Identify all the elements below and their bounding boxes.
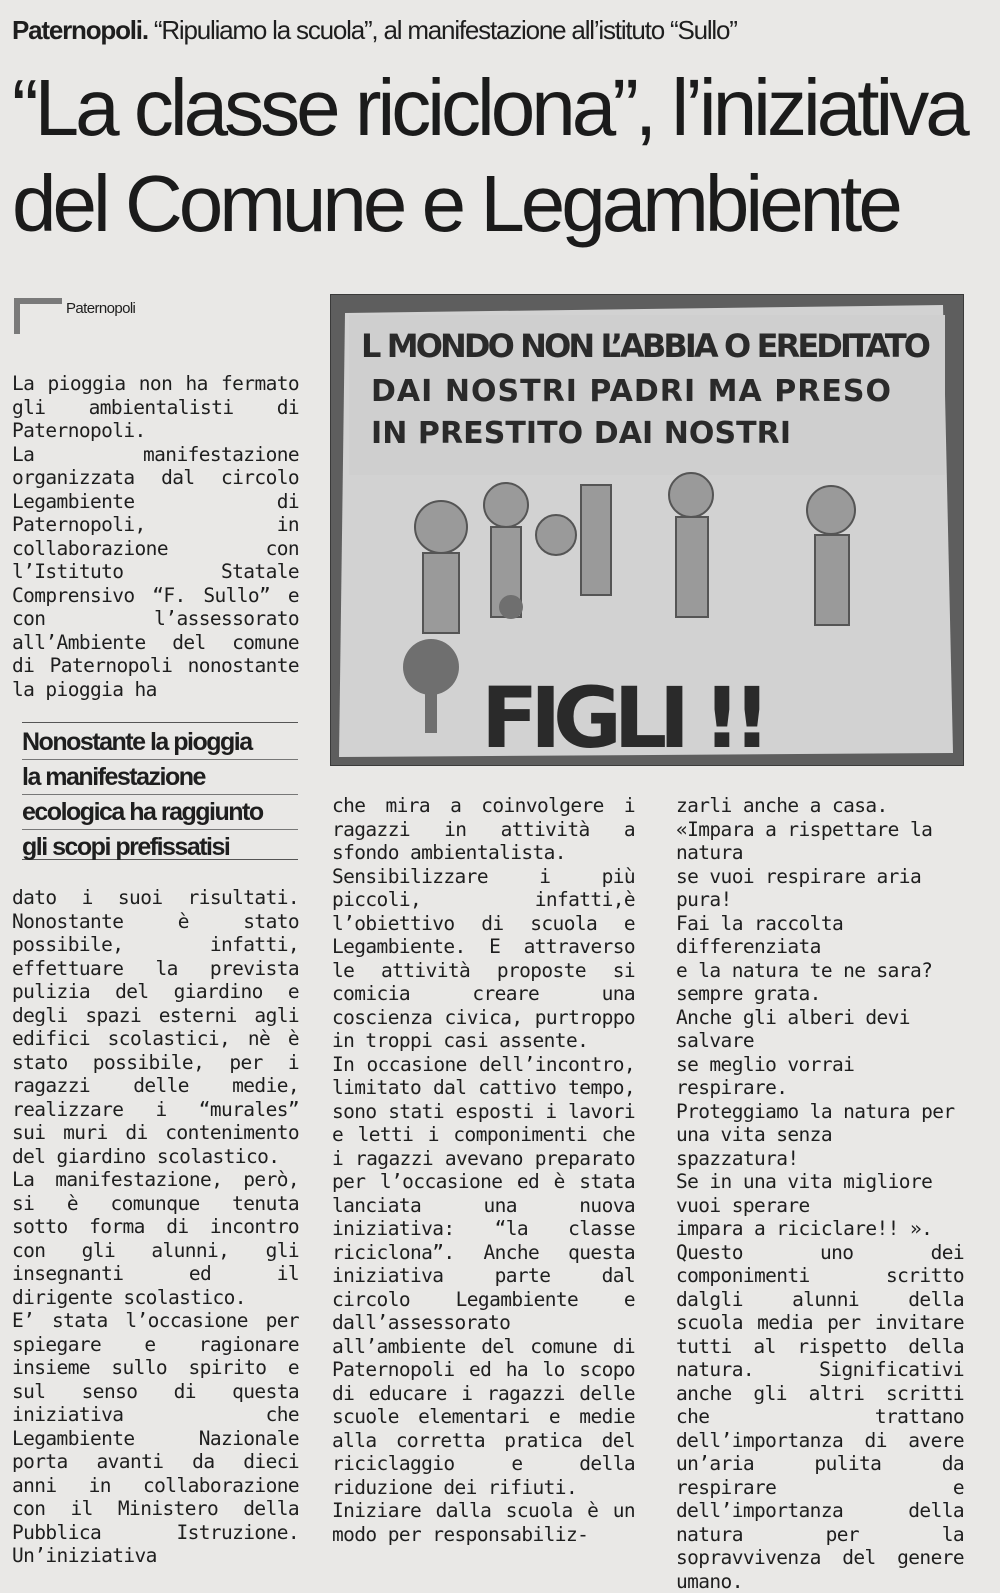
banner-bottom-word: FIGLI !!: [481, 669, 771, 765]
paragraph: La pioggia non ha fermato gli ambientalisti di Paternopoli.: [12, 372, 299, 443]
article-photo: [330, 294, 964, 766]
headline: [12, 60, 997, 252]
poem-line: se meglio vorrai respirare.: [676, 1053, 964, 1100]
kicker-place: Paternopoli.: [12, 15, 148, 45]
article-column-1-bottom: [12, 886, 299, 1568]
paragraph: In occasione dell’incontro, limitato dal cattivo tempo, sono stati esposti i lavori e letti i componimenti che i ragazzi avevano preparato per l’occasione ed è stata lanciata una nuova iniziativa: “la classe riciclona”. Anche questa iniziativa parte dal circolo Legambiente e dall’assessorato all’ambiente del comune di Paternopoli ed ha lo scopo di educare i ragazzi delle scuole elementari e medie alla corretta pratica del riciclaggio e della riduzione dei rifiuti.: [332, 1053, 635, 1500]
banner-line-3: IN PRESTITO DAI NOSTRI: [371, 416, 791, 451]
pull-quote-line: la manifestazione: [22, 760, 298, 795]
poem-line: Fai la raccolta differenziata: [676, 912, 964, 959]
byline-corner-mark: [14, 298, 62, 334]
paragraph: che mira a coinvolgere i ragazzi in attività a sfondo ambientalista.: [332, 794, 635, 865]
photo-drawing: [331, 295, 963, 765]
poem-line: «Impara a rispettare la natura: [676, 818, 964, 865]
poem-line: Se in una vita migliore vuoi sperare: [676, 1170, 964, 1217]
pull-quote-line: ecologica ha raggiunto: [22, 795, 298, 830]
article-column-1-top: [12, 372, 299, 701]
paragraph: Sensibilizzare i più piccoli, infatti,è l’obiettivo di scuola e Legambiente. E attraverso le attività proposte si comicia creare una coscienza civica, purtroppo in troppi casi assente.: [332, 865, 635, 1053]
paragraph: La manifestazione organizzata dal circolo Legambiente di Paternopoli, in collaborazione con l’Istituto Statale Comprensivo “F. Sullo” e con l’assessorato all’Ambiente del comune di Paternopoli nonostante la pioggia ha: [12, 443, 299, 702]
pull-quote-line: gli scopi prefissatisi: [22, 830, 298, 864]
poem-line: Proteggiamo la natura per una vita senza spazzatura!: [676, 1100, 964, 1171]
poem-line: e la natura te ne sara? sempre grata.: [676, 959, 964, 1006]
paragraph: La manifestazione, però, si è comunque tenuta sotto forma di incontro con gli alunni, gli insegnanti ed il dirigente scolastico.: [12, 1168, 299, 1309]
banner-line-2: DAI NOSTRI PADRI MA PRESO: [371, 374, 891, 409]
poem-line: Anche gli alberi devi salvare: [676, 1006, 964, 1053]
article-column-2: [332, 794, 635, 1546]
headline-line-1: “La classe riciclona”, l’iniziativa: [12, 60, 997, 156]
paragraph: dato i suoi risultati. Nonostante è stato possibile, infatti, effettuare la prevista pulizia del giardino e degli spazi esterni agli edifici scolastici, nè è stato possibile, per i ragazzi delle medie, realizzare i “murales” sui muri di contenimento del giardino scolastico.: [12, 886, 299, 1168]
paragraph: zarli anche a casa.: [676, 794, 964, 818]
kicker-text: “Ripuliamo la scuola”, al manifestazione all’istituto “Sullo”: [148, 15, 737, 45]
headline-line-2: del Comune e Legambiente: [12, 156, 997, 252]
article-column-3: [676, 794, 964, 1593]
paragraph: Iniziare dalla scuola è un modo per responsabiliz-: [332, 1499, 635, 1546]
poem-line: impara a riciclare!! ».: [676, 1217, 964, 1241]
kicker: [12, 10, 992, 50]
byline: [14, 296, 314, 336]
byline-location: Paternopoli: [66, 300, 135, 317]
pull-quote-line: Nonostante la pioggia: [22, 725, 298, 760]
pull-quote: [22, 722, 298, 860]
paragraph: E’ stata l’occasione per spiegare e ragionare insieme sullo spirito e sul senso di questa iniziativa che Legambiente Nazionale porta avanti da dieci anni in collaborazione con il Ministero della Pubblica Istruzione. Un’iniziativa: [12, 1309, 299, 1568]
paragraph: Questo uno dei componimenti scritto dalgli alunni della scuola media per invitare tutti al rispetto della natura. Significativi anche gli altri scritti che trattano dell’importanza di avere un’aria pulita da respirare e dell’importanza della natura per la sopravvivenza del genere umano.: [676, 1241, 964, 1593]
poem-line: se vuoi respirare aria pura!: [676, 865, 964, 912]
banner-line-1: L MONDO NON L’ABBIA O EREDITATO: [361, 327, 931, 365]
